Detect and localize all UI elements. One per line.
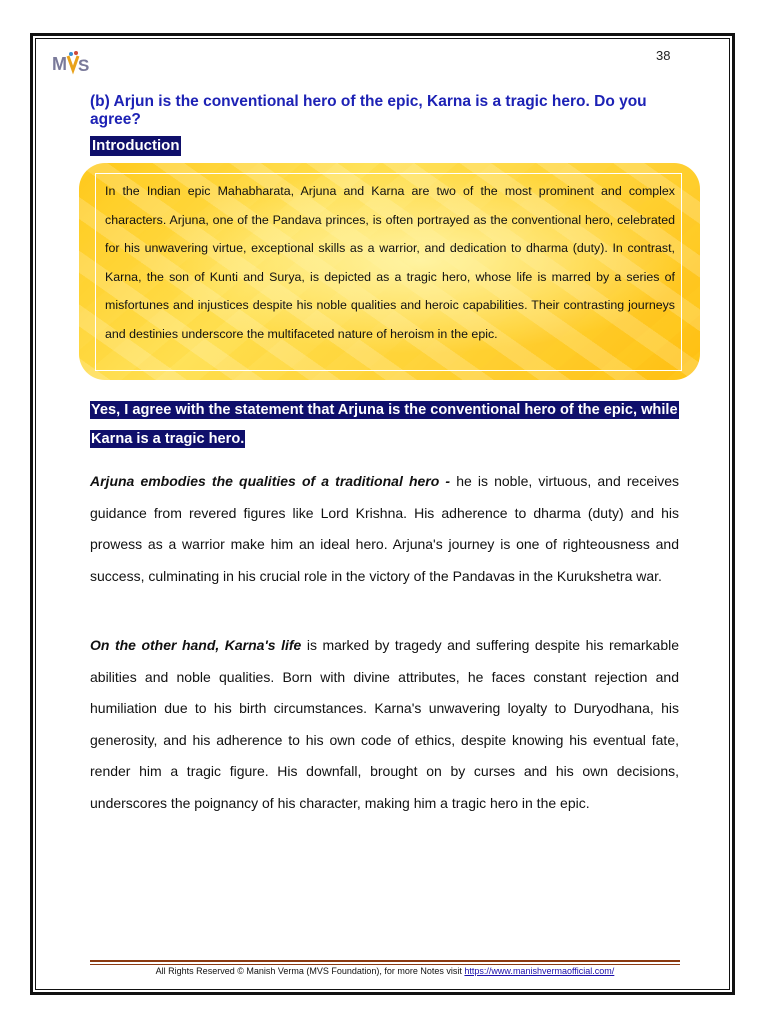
footer-link[interactable]: https://www.manishvermaofficial.com/: [464, 966, 615, 976]
paragraph-karna-text: is marked by tragedy and suffering despite his remarkable abilities and noble qualities. Born with divine attributes, he faces constant rejection and humiliation due to his birth circumstances. Karna's unwavering loyalty to Duryodhana, his generosity, and his adherence to his own code of ethics, despite knowing his eventual fate, render him a tragic figure. His downfall, brought on by curses and his own decisions, underscores the poignancy of his character, making him a tragic hero in the epic.: [90, 637, 680, 811]
svg-text:M: M: [52, 54, 67, 74]
footer-text: All Rights Reserved © Manish Verma (MVS Foundation), for more Notes visit: [155, 966, 465, 976]
page-number: 38: [656, 48, 671, 63]
introduction-text: In the Indian epic Mahabharata, Arjuna and Karna are two of the most prominent and complex characters. Arjuna, one of the Pandava princes, is often portrayed as the conventional hero, celebrated for his unwavering virtue, exceptional skills as a warrior, and dedication to dharma (duty). In contrast, Karna, the son of Kunti and Surya, is depicted as a tragic hero, whose life is marred by a series of misfortunes and injustices despite his noble qualities and heroic capabilities. Their contrasting journeys and destinies underscore the multifaceted nature of heroism in the epic.: [105, 184, 675, 341]
introduction-heading: Introduction: [92, 137, 180, 154]
paragraph-arjuna-lead: Arjuna embodies the qualities of a traditional hero -: [90, 473, 451, 489]
agreement-line-2: Karna is a tragic hero.: [91, 431, 245, 447]
paragraph-karna: [90, 630, 679, 819]
question-heading: (b) Arjun is the conventional hero of the epic, Karna is a tragic hero. Do you agree?: [90, 93, 647, 128]
footer-rule: [90, 960, 680, 962]
svg-text:S: S: [78, 56, 90, 75]
footer-rule-thin: [90, 964, 680, 965]
footer: [90, 966, 680, 976]
paragraph-arjuna-text: he is noble, virtuous, and receives guidance from revered figures like Lord Krishna. His adherence to dharma (duty) and his prowess as a warrior make him an ideal hero. Arjuna's journey is one of righteousness and success, culminating in his crucial role in the victory of the Pandavas in the Kurukshetra war.: [90, 473, 679, 584]
paragraph-arjuna: [90, 466, 679, 592]
mvs-logo: [52, 50, 92, 76]
agreement-statement: [90, 396, 690, 454]
paragraph-karna-lead: On the other hand, Karna's life: [90, 637, 302, 653]
agreement-line-1: Yes, I agree with the statement that Arjuna is the conventional hero of the epic, while: [91, 402, 678, 418]
introduction-box: [79, 163, 700, 380]
